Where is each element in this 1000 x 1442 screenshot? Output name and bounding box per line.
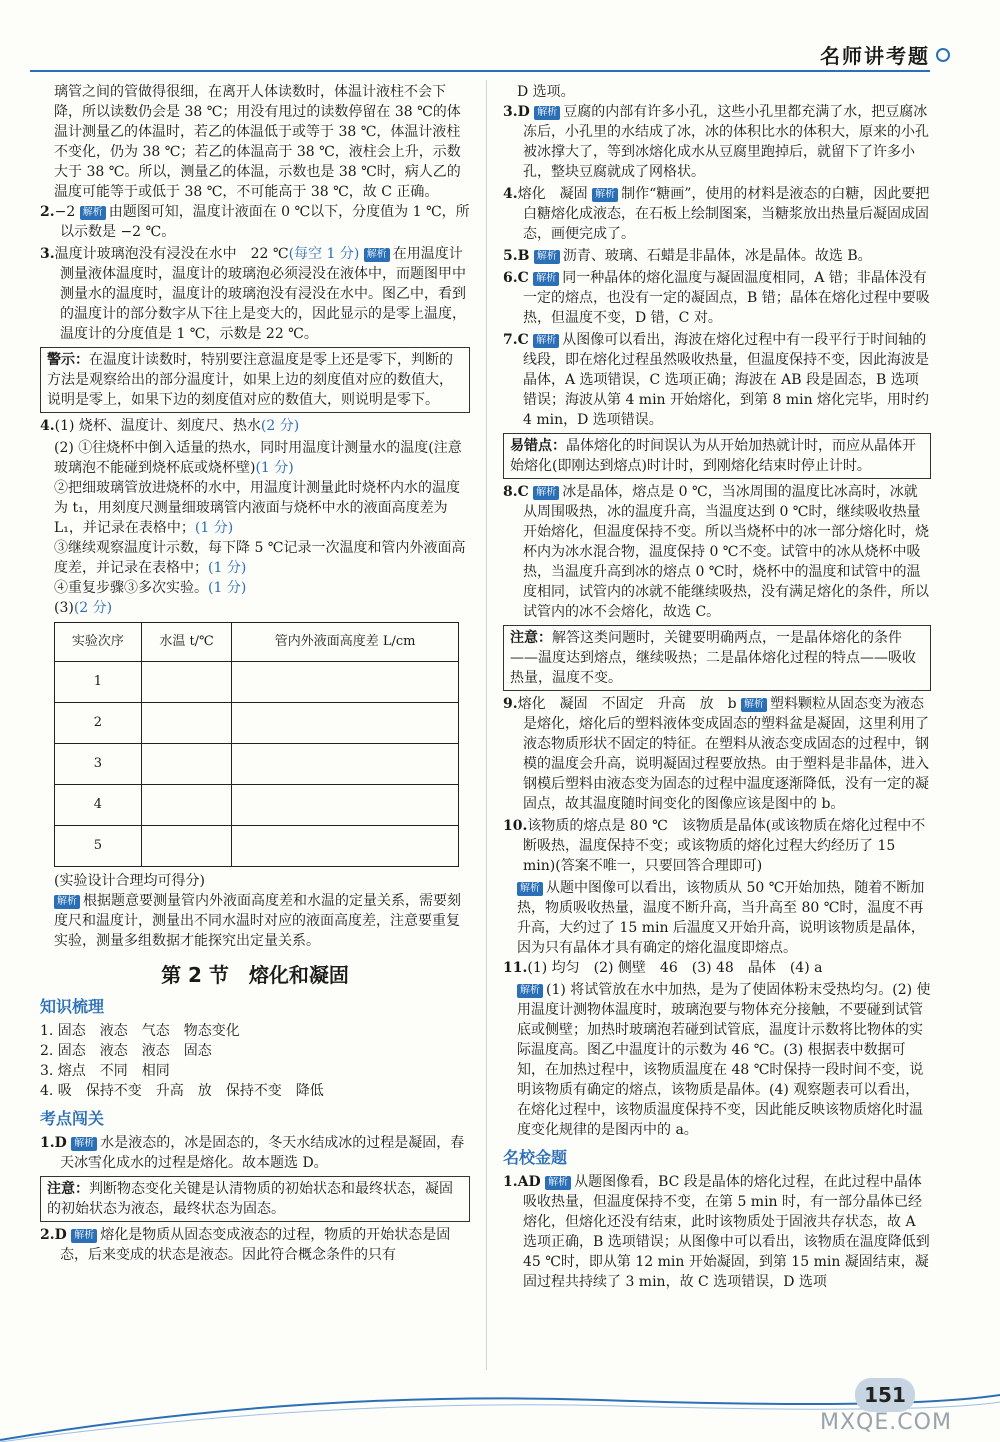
table-row: 4 [55,785,459,826]
analysis-tag: 解析 [534,250,560,264]
answer-r11-analysis: 解析 (1) 将试管放在水中加热，是为了使固体粉末受热均匀。(2) 使用温度计测物体温度时，玻璃泡要与物体充分接触，不要碰到试管底或侧壁；加热时玻璃泡若碰到试管底，温度计示数将比物体的实际温度高。图乙中温度计的示数为 46 ℃。(3) 根据表中数据可知，在加热过程中，该物质温度在 48 ℃时保持一段时间不变，说明该物质有确定的熔点，该物质是晶体。(4) 观察题表可以看出，在熔化过程中，该物质温度保持不变，因此能反映该物质熔化时温度变化规律的是图丙中的 a。 [517,982,931,1138]
checkpoint-header: 考点闯关 [40,1109,105,1128]
header-rule [30,70,930,72]
answer-m1: 1.AD 解析 从题图像看，BC 段是晶体的熔化过程，在此过程中晶体吸收热量，但温度保持不变，在第 5 min 时，有一部分晶体已经熔化，但熔化还没有结束，此时该物质处于固液共存状态，故 A 选项正确，B 选项错误；从图像中可以看出，该物质在温度降低到 45 ℃时，即从第 12 min 开始凝固，到第 15 min 凝固结束，凝固过程共持续了 3 min，故 C 选项错误，D 选项 [503,1174,930,1290]
table-header-row [55,623,459,662]
table-header: 水温 t/℃ [141,623,231,662]
table-header: 管内外液面高度差 L/cm [232,623,459,662]
famous-school-header: 名校金题 [503,1148,568,1167]
analysis-tag: 解析 [533,334,559,348]
answer-4-step-1: (2) ①往烧杯中倒入适量的热水，同时用温度计测量水的温度(注意玻璃泡不能碰到烧杯底或烧杯壁)(1 分) [54,440,462,476]
analysis-tag: 解析 [517,882,543,896]
right-column [503,82,931,1294]
analysis-tag: 解析 [71,1229,97,1243]
analysis-tag: 解析 [364,248,390,262]
analysis-tag: 解析 [592,188,618,202]
continued-text: D 选项。 [517,84,575,100]
answer-4-part-3: (3)(2 分) [54,600,113,616]
page-number: 151 [855,1378,915,1412]
answer-r9: 9.熔化 凝固 不固定 升高 放 b 解析 塑料颗粒从固态变为液态是熔化，熔化后的塑料液体变成固态的塑料盆是凝固，这里利用了液态物质形状不固定的特征。在塑料从液态变成固态的过程中，钢模的温度会升高，说明凝固过程要放热。由于塑料是非晶体，进入钢模后塑料由液态变为固态的过程中温度逐渐降低，没有一定的凝固点，故其温度随时间变化的图像应该是图中的 b。 [503,696,929,812]
answer-4-step-3: ③继续观察温度计示数，每下降 5 ℃记录一次温度和管内外液面高度差，并记录在表格中；(1 分) [54,540,466,576]
note-box: 注意：解答这类问题时，关键要明确两点，一是晶体熔化的条件——温度达到熔点，继续吸热；二是晶体熔化过程的特点——吸收热量，温度不变。 [503,625,931,691]
answer-r4: 4.熔化 凝固 解析 制作“糖画”，使用的材料是液态的白糖，因此要把白糖熔化成液态，在石板上绘制图案，当糖浆放出热量后凝固成固态，画便完成了。 [503,186,930,242]
watermark-text: MXQE.COM [820,1410,952,1435]
table-header: 实验次序 [55,623,142,662]
analysis-tag: 解析 [534,106,560,120]
analysis-tag: 解析 [517,984,543,998]
answer-4-step-2: ②把细玻璃管放进烧杯的水中，用温度计测量此时烧杯内水的温度为 t₁，用刻度尺测量细玻璃管内液面与烧杯中水的液面高度差为 L₁，并记录在表格中；(1 分) [54,480,460,536]
answer-2: 2.−2 解析 由题图可知，温度计液面在 0 ℃以下，分度值为 1 ℃，所以示数是 −2 ℃。 [40,204,470,240]
answer-4-step-4: ④重复步骤③多次实验。(1 分) [54,580,247,596]
answer-4-analysis: 解析 根据题意要测量管内外液面高度差和水温的定量关系，需要刻度尺和温度计，测量出不同水温时对应的液面高度差，注意要重复实验，测量多组数据才能探究出定量关系。 [54,893,461,949]
analysis-tag: 解析 [54,895,80,909]
analysis-tag: 解析 [80,206,106,220]
analysis-tag: 解析 [741,698,767,712]
knowledge-item: 1. 固态 液态 气态 物态变化 [40,1023,240,1039]
column-divider [486,80,487,1370]
table-row: 1 [55,662,459,703]
note-box: 注意：判断物态变化关键是认清物质的初始状态和最终状态，凝固的初始状态为液态，最终状态为固态。 [40,1176,470,1222]
checkpoint-answer-2: 2.D 解析 熔化是物质从固态变成液态的过程，物质的开始状态是固态，后来变成的状态是液态。因此符合概念条件的只有 [40,1227,451,1263]
answer-r8: 8.C 解析 冰是晶体，熔点是 0 ℃，当冰周围的温度比冰高时，冰就从周围吸热，冰的温度升高，当温度达到 0 ℃时，继续吸收热量开始熔化，但温度保持不变。所以当烧杯中的冰一部分熔化时，烧杯内为冰水混合物，温度保持 0 ℃不变。试管中的冰从烧杯中吸热，当温度升高到冰的熔点 0 ℃时，烧杯中的温度和试管中的温度相同，试管内的冰就不能继续吸热，没有满足熔化的条件，所以试管内的冰不会熔化，故选 C。 [503,484,929,620]
table-row: 5 [55,826,459,867]
analysis-tag: 解析 [545,1176,571,1190]
knowledge-item: 4. 吸 保持不变 升高 放 保持不变 降低 [40,1083,324,1099]
answer-r3: 3.D 解析 豆腐的内部有许多小孔，这些小孔里都充满了水，把豆腐冰冻后，小孔里的水结成了冰，冰的体积比水的体积大，原来的小孔被冰撑大了，等到冰熔化成水从豆腐里跑掉后，就留下了许多小孔，整块豆腐就成了网格状。 [503,104,929,180]
answer-r6: 6.C 解析 同一种晶体的熔化温度与凝固温度相同，A 错；非晶体没有一定的熔点，也没有一定的凝固点，B 错；晶体在熔化过程中要吸热，但温度不变，D 错，C 对。 [503,270,930,326]
knowledge-header: 知识梳理 [40,997,105,1016]
knowledge-item: 2. 固态 液态 液态 固态 [40,1043,212,1059]
answer-3: 3.温度计玻璃泡没有浸没在水中 22 ℃(每空 1 分) 解析 在用温度计测量液体温度时，温度计的玻璃泡必须浸没在液体中，而题图甲中测量水的温度时，温度计的玻璃泡没有浸没在水中。图乙中，看到的温度计的部分数字从下往上是变大的，因此显示的是零上温度，温度计的分度值是 1 ℃，示数是 22 ℃。 [40,246,466,342]
left-column [40,82,470,1267]
answer-4-note: (实验设计合理均可得分) [54,873,205,889]
answer-r11: 11.(1) 均匀 (2) 侧壁 46 (3) 48 晶体 (4) a [503,960,823,976]
analysis-tag: 解析 [533,272,559,286]
warning-box: 警示：在温度计读数时，特别要注意温度是零上还是零下，判断的方法是观察给出的部分温度计，如果上边的刻度值对应的数值大，说明是零上，如果下边的刻度值对应的数值大，则说明是零下。 [40,347,470,413]
answer-r10-analysis: 解析 从题中图像可以看出，该物质从 50 ℃开始加热，随着不断加热，物质吸收热量，温度不断升高，当升高至 80 ℃时，温度不再升高，大约过了 15 min 后温度又开始升高，说明该物质是晶体，因为只有晶体才具有确定的熔化温度即熔点。 [517,880,925,956]
checkpoint-answer-1: 1.D 解析 水是液态的，冰是固态的，冬天水结成冰的过程是凝固，春天冰雪化成水的过程是熔化。故本题选 D。 [40,1135,465,1171]
section-title: 第 2 节 熔化和凝固 [161,963,349,987]
answer-r5: 5.B 解析 沥青、玻璃、石蜡是非晶体，冰是晶体。故选 B。 [503,248,872,264]
answer-r10: 10.该物质的熔点是 80 ℃ 该物质是晶体(或该物质在熔化过程中不断吸热，温度保持不变；或该物质的熔化过程大约经历了 15 min)(答案不唯一，只要回答合理即可) [503,818,926,874]
table-row: 2 [55,703,459,744]
header-dot-icon [936,48,950,62]
intro-paragraph: 璃管之间的管做得很细，在离开人体读数时，体温计液柱不会下降，所以读数仍会是 38 ℃；用没有甩过的读数停留在 38 ℃的体温计测量乙的体温时，若乙的体温低于或等于 38 ℃，体温计液柱不变化，仍为 38 ℃；若乙的体温高于 38 ℃，液柱会上升，示数大于 38 ℃。所以，测量乙的体温，示数也是 38 ℃时，病人乙的温度可能等于或低于 38 ℃，不可能高于 38 ℃，故 C 正确。 [54,84,461,200]
analysis-tag: 解析 [71,1137,97,1151]
experiment-table [54,622,459,867]
knowledge-item: 3. 熔点 不同 相同 [40,1063,170,1079]
answer-r7: 7.C 解析 从图像可以看出，海波在熔化过程中有一段平行于时间轴的线段，即在熔化过程虽然吸收热量，但温度保持不变，因此海波是晶体，A 选项错误，C 选项正确；海波在 AB 段是固态，B 选项错误；海波从第 4 min 开始熔化，到第 8 min 熔化完毕，用时约 4 min，D 选项错误。 [503,332,930,428]
table-row: 3 [55,744,459,785]
common-error-box: 易错点：晶体熔化的时间误认为从开始加热就计时，而应从晶体开始熔化(即刚达到熔点)时计时，到刚熔化结束时停止计时。 [503,433,931,479]
analysis-tag: 解析 [533,486,559,500]
header-title: 名师讲考题 [820,44,930,68]
answer-4: 4.(1) 烧杯、温度计、刻度尺、热水(2 分) [40,418,300,434]
